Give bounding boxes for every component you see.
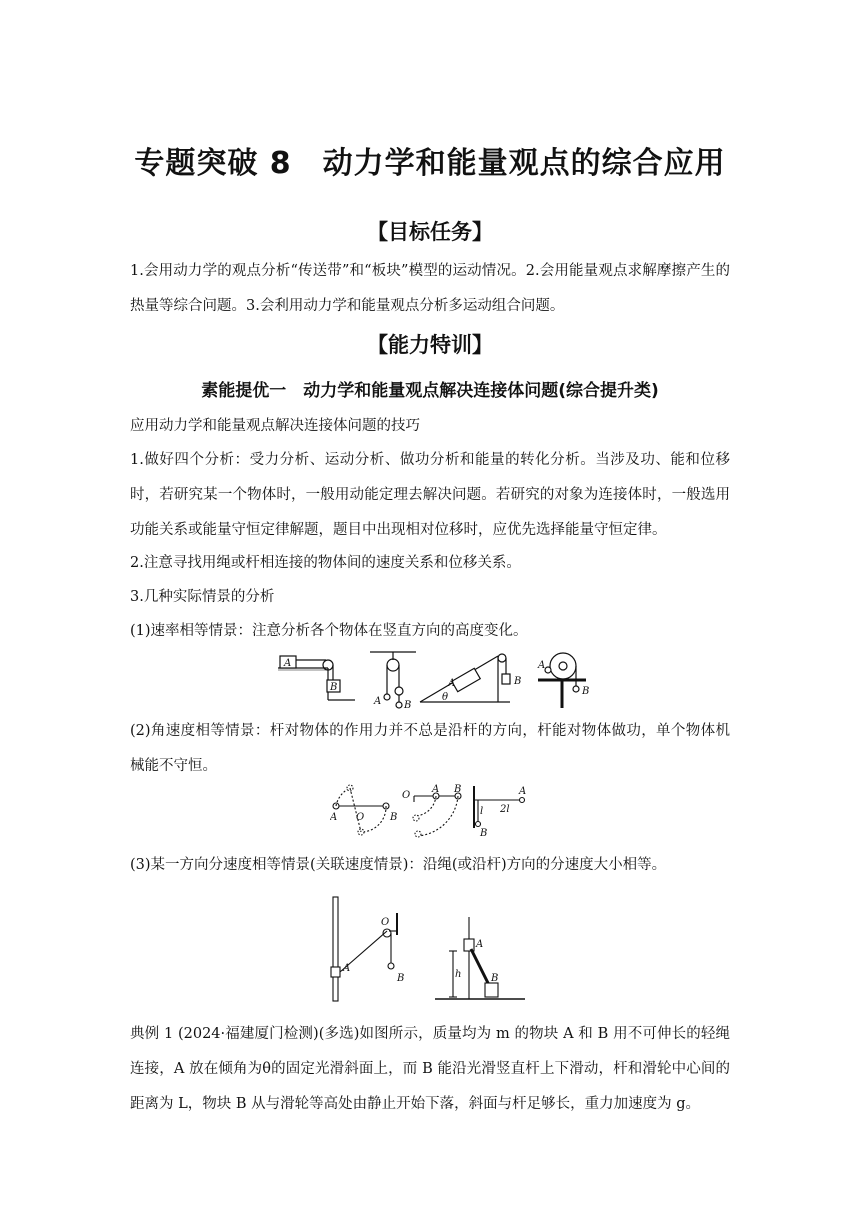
label-a-rod1: A	[330, 812, 338, 823]
label-2l: 2l	[500, 804, 510, 815]
training-heading: 【能力特训】	[367, 333, 493, 357]
label-b-fig1: B	[330, 682, 338, 693]
label-b-rod2: B	[454, 784, 462, 795]
point-1-text: 1.做好四个分析：受力分析、运动分析、做功分析和能量的转化分析。当涉及功、能和位移时，若研究某一个物体时，一般用动能定理去解决问题。若研究的对象为连接体时，一般选用功能关系或能量守恒定律解题，题目中出现相对位移时，应优先选择能量守恒定律。	[130, 452, 730, 538]
label-b-fig2: B	[404, 700, 412, 710]
rod-pivot-center-diagram	[333, 785, 389, 835]
label-a-rod2: A	[432, 784, 440, 795]
section-heading: 素能提优一 动力学和能量观点解决连接体问题(综合提升类)	[201, 381, 659, 401]
label-b-fig4: B	[582, 686, 590, 697]
label-o-rod2: O	[402, 790, 411, 801]
case-3-text: (3)某一方向分速度相等情景(关联速度情景)：沿绳(或沿杆)方向的分速度大小相等。	[130, 857, 667, 873]
label-a-fig2: A	[374, 696, 382, 707]
label-o-rope: O	[381, 917, 390, 928]
label-a-slide: A	[476, 939, 484, 950]
rod-rope-pulley-diagram	[331, 897, 397, 1001]
goals-heading: 【目标任务】	[367, 220, 493, 244]
label-o-rod1: O	[356, 812, 365, 823]
label-b-rod3: B	[480, 828, 488, 838]
label-b-rod1: B	[390, 812, 398, 823]
point-3-text: 3.几种实际情景的分析	[130, 589, 275, 605]
angular-velocity-figures	[330, 782, 540, 838]
example-text: 典例 1 (2024·福建厦门检测)(多选)如图所示，质量均为 m 的物块 A 和 B 用不可伸长的轻绳连接，A 放在倾角为θ的固定光滑斜面上，而 B 能沿光滑竖直杆上下滑动，杆和滑轮中心间的距离为 L，物块 B 从与滑轮等高处由静止开始下落，斜面与杆足够长，重力加速度为 g。	[130, 1026, 730, 1112]
label-a-fig3: A	[448, 678, 456, 689]
intro-text: 应用动力学和能量观点解决连接体问题的技巧	[130, 418, 420, 434]
label-l: l	[480, 806, 484, 817]
label-a-fig4: A	[538, 660, 546, 671]
associated-velocity-figures	[325, 895, 535, 1005]
label-a-fig1: A	[284, 658, 292, 669]
label-h: h	[455, 969, 462, 980]
label-a-rod3: A	[519, 786, 527, 797]
case-2-text: (2)角速度相等情景：杆对物体的作用力并不总是沿杆的方向，杆能对物体做功，单个物体机械能不守恒。	[130, 723, 730, 774]
label-b-rope: B	[397, 973, 405, 984]
goals-text: 1.会用动力学的观点分析“传送带”和“板块”模型的运动情况。2.会用能量观点求解摩擦产生的热量等综合问题。3.会利用动力学和能量观点分析多运动组合问题。	[130, 263, 730, 314]
speed-equal-figures	[270, 648, 610, 710]
sliding-rod-diagram	[435, 917, 525, 999]
incline-pulley-diagram	[420, 654, 510, 702]
case-1-text: (1)速率相等情景：注意分析各个物体在竖直方向的高度变化。	[130, 623, 528, 639]
point-2-text: 2.注意寻找用绳或杆相连接的物体间的速度关系和位移关系。	[130, 555, 521, 571]
label-theta: θ	[442, 692, 449, 703]
page-title: 专题突破 8 动力学和能量观点的综合应用	[134, 146, 726, 181]
label-b-fig3: B	[514, 676, 522, 687]
rod-pivot-end-diagram	[413, 793, 461, 837]
label-a-rope: A	[343, 963, 351, 974]
label-b-slide: B	[491, 973, 499, 984]
